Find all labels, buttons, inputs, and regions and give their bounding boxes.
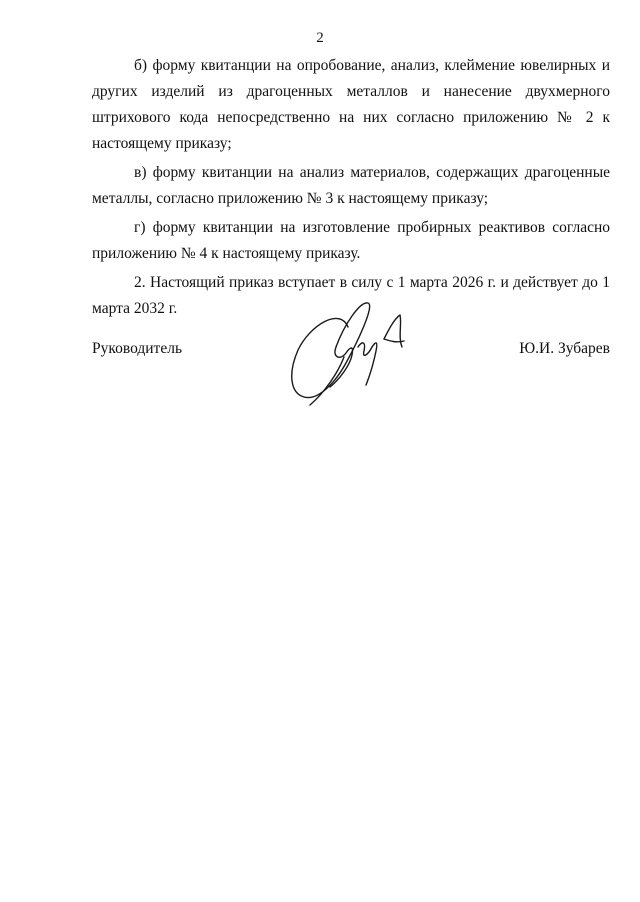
signatory-title: Руководитель [92, 340, 183, 357]
paragraph-effective-date: 2. Настоящий приказ вступает в силу с 1 марта 2026 г. и действует до 1 марта 2032 г. [92, 274, 610, 317]
signatory-name: Ю.И. Зубарев [519, 340, 610, 357]
handwritten-signature [280, 295, 420, 410]
document-body [92, 53, 610, 325]
page-number: 2 [316, 30, 324, 46]
paragraph-item-b: б) форму квитанции на опробование, анализ, клеймение ювелирных и других изделий из драгоценных металлов и нанесение двухмерного штрихового кода непосредственно на них согласно приложению № 2 к настоящему приказу; [92, 57, 610, 152]
paragraph-item-g: г) форму квитанции на изготовление пробирных реактивов согласно приложению № 4 к настоящему приказу. [92, 219, 610, 262]
paragraph-item-v: в) форму квитанции на анализ материалов, содержащих драгоценные металлы, согласно приложению № 3 к настоящему приказу; [92, 164, 610, 207]
